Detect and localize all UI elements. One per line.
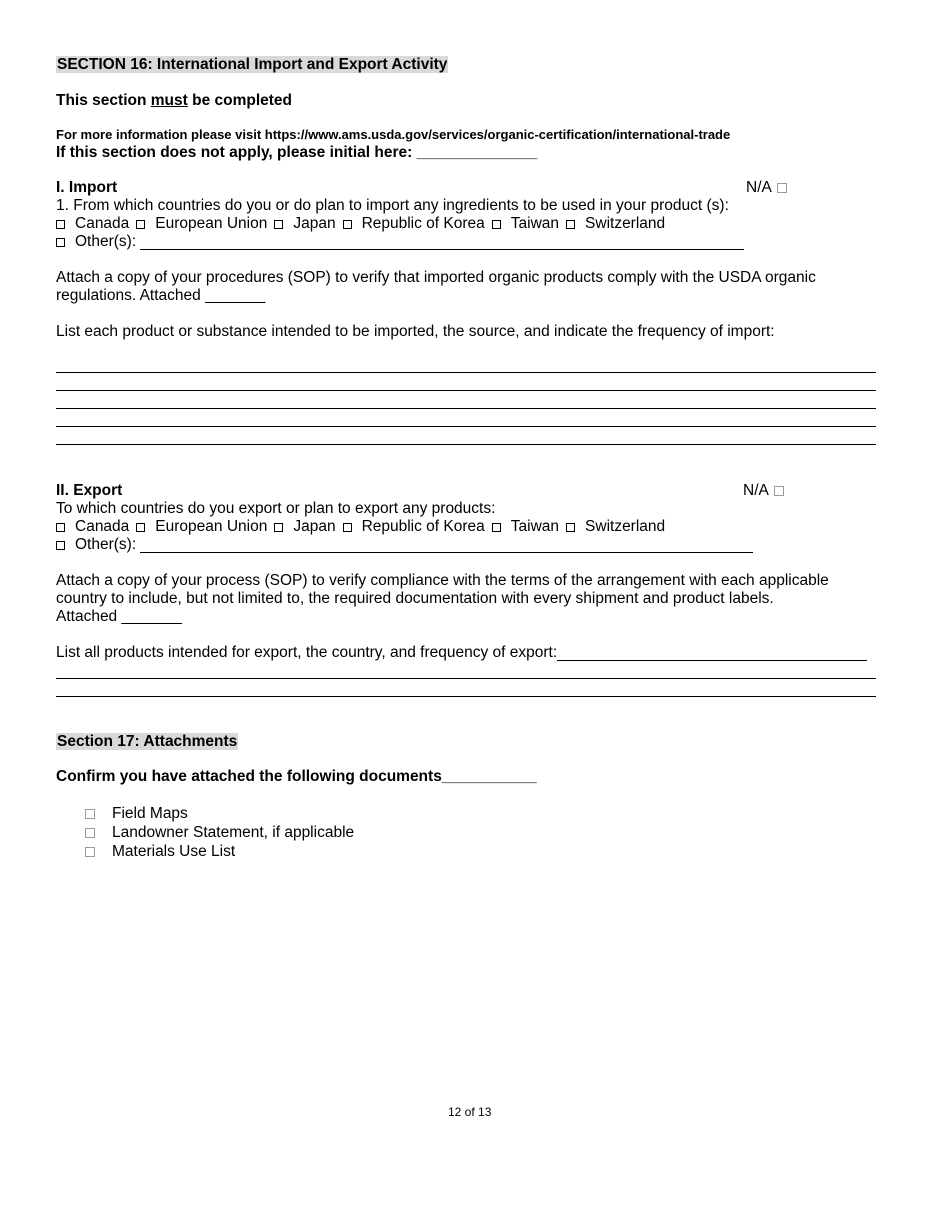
import-list-line-5[interactable]	[56, 444, 876, 445]
checkbox-icon[interactable]	[85, 828, 95, 838]
checkbox-icon[interactable]	[492, 523, 501, 532]
export-option-japan[interactable]: Japan	[274, 518, 342, 536]
initial-prompt: If this section does not apply, please initial here: ______________	[56, 144, 538, 161]
form-page	[56, 0, 880, 1230]
page-number: 12 of 13	[448, 1105, 492, 1119]
section-17-title: Section 17: Attachments	[57, 733, 238, 750]
export-country-options	[56, 518, 665, 536]
import-heading: I. Import	[56, 179, 118, 196]
checkbox-icon[interactable]	[85, 847, 95, 857]
checkbox-icon[interactable]	[56, 523, 65, 532]
export-sop-line-1: Attach a copy of your process (SOP) to verify compliance with the terms of the arrangement with each applicable	[56, 572, 829, 589]
checkbox-icon[interactable]	[274, 220, 283, 229]
export-option-switzerland[interactable]: Switzerland	[566, 518, 665, 536]
import-option-japan[interactable]: Japan	[274, 215, 342, 233]
import-option-korea[interactable]: Republic of Korea	[343, 215, 492, 233]
import-sop-line-1: Attach a copy of your procedures (SOP) to verify that imported organic products comply with the USDA organic	[56, 269, 816, 286]
import-other-row	[56, 233, 744, 251]
export-other-row	[56, 536, 753, 554]
import-list-line-3[interactable]	[56, 408, 876, 409]
info-link[interactable]: For more information please visit https://www.ams.usda.gov/services/organic-certification/international-trade	[56, 127, 731, 142]
import-option-taiwan[interactable]: Taiwan	[492, 215, 566, 233]
attachment-item[interactable]: Field Maps	[56, 804, 354, 823]
export-list-line-2[interactable]	[56, 696, 876, 697]
section-16-title: SECTION 16: International Import and Export Activity	[57, 56, 448, 73]
export-option-other[interactable]: Other(s):	[56, 536, 136, 554]
import-na-checkbox[interactable]	[777, 183, 787, 193]
attachment-item[interactable]: Landowner Statement, if applicable	[56, 823, 354, 842]
export-heading: II. Export	[56, 482, 123, 499]
checkbox-icon[interactable]	[343, 523, 352, 532]
checkbox-icon[interactable]	[85, 809, 95, 819]
export-list-field[interactable]	[557, 646, 867, 661]
import-list-line-1[interactable]	[56, 372, 876, 373]
export-sop-line-2: country to include, but not limited to, the required documentation with every shipment and product labels.	[56, 590, 774, 607]
checkbox-icon[interactable]	[343, 220, 352, 229]
attachments-list	[56, 804, 354, 861]
export-option-canada[interactable]: Canada	[56, 518, 136, 536]
import-list-line-2[interactable]	[56, 390, 876, 391]
checkbox-icon[interactable]	[56, 238, 65, 247]
export-list-prompt: List all products intended for export, the country, and frequency of export:	[56, 644, 558, 661]
import-option-eu[interactable]: European Union	[136, 215, 274, 233]
export-option-eu[interactable]: European Union	[136, 518, 274, 536]
export-na[interactable]: N/A	[743, 482, 784, 500]
checkbox-icon[interactable]	[136, 220, 145, 229]
import-option-switzerland[interactable]: Switzerland	[566, 215, 665, 233]
import-list-prompt: List each product or substance intended to be imported, the source, and indicate the frequency of import:	[56, 323, 775, 340]
export-option-taiwan[interactable]: Taiwan	[492, 518, 566, 536]
checkbox-icon[interactable]	[274, 523, 283, 532]
export-list-line-1[interactable]	[56, 678, 876, 679]
export-list-row	[56, 644, 867, 662]
import-question: 1. From which countries do you or do plan to import any ingredients to be used in your product (s):	[56, 197, 729, 214]
export-sop-line-3: Attached _______	[56, 608, 182, 625]
checkbox-icon[interactable]	[492, 220, 501, 229]
export-other-field[interactable]	[140, 538, 753, 553]
attachment-item[interactable]: Materials Use List	[56, 842, 354, 861]
import-sop-line-2: regulations. Attached _______	[56, 287, 266, 304]
import-list-line-4[interactable]	[56, 426, 876, 427]
import-na[interactable]: N/A	[746, 179, 787, 197]
checkbox-icon[interactable]	[56, 220, 65, 229]
export-question: To which countries do you export or plan to export any products:	[56, 500, 496, 517]
import-other-field[interactable]	[140, 235, 744, 250]
must-complete-notice: This section must be completed	[56, 92, 293, 109]
import-option-canada[interactable]: Canada	[56, 215, 136, 233]
import-option-other[interactable]: Other(s):	[56, 233, 136, 251]
checkbox-icon[interactable]	[566, 523, 575, 532]
export-na-checkbox[interactable]	[774, 486, 784, 496]
checkbox-icon[interactable]	[566, 220, 575, 229]
checkbox-icon[interactable]	[136, 523, 145, 532]
checkbox-icon[interactable]	[56, 541, 65, 550]
import-country-options	[56, 215, 665, 233]
attachments-confirm: Confirm you have attached the following documents___________	[56, 768, 537, 785]
initial-field[interactable]: ______________	[416, 144, 538, 161]
export-option-korea[interactable]: Republic of Korea	[343, 518, 492, 536]
